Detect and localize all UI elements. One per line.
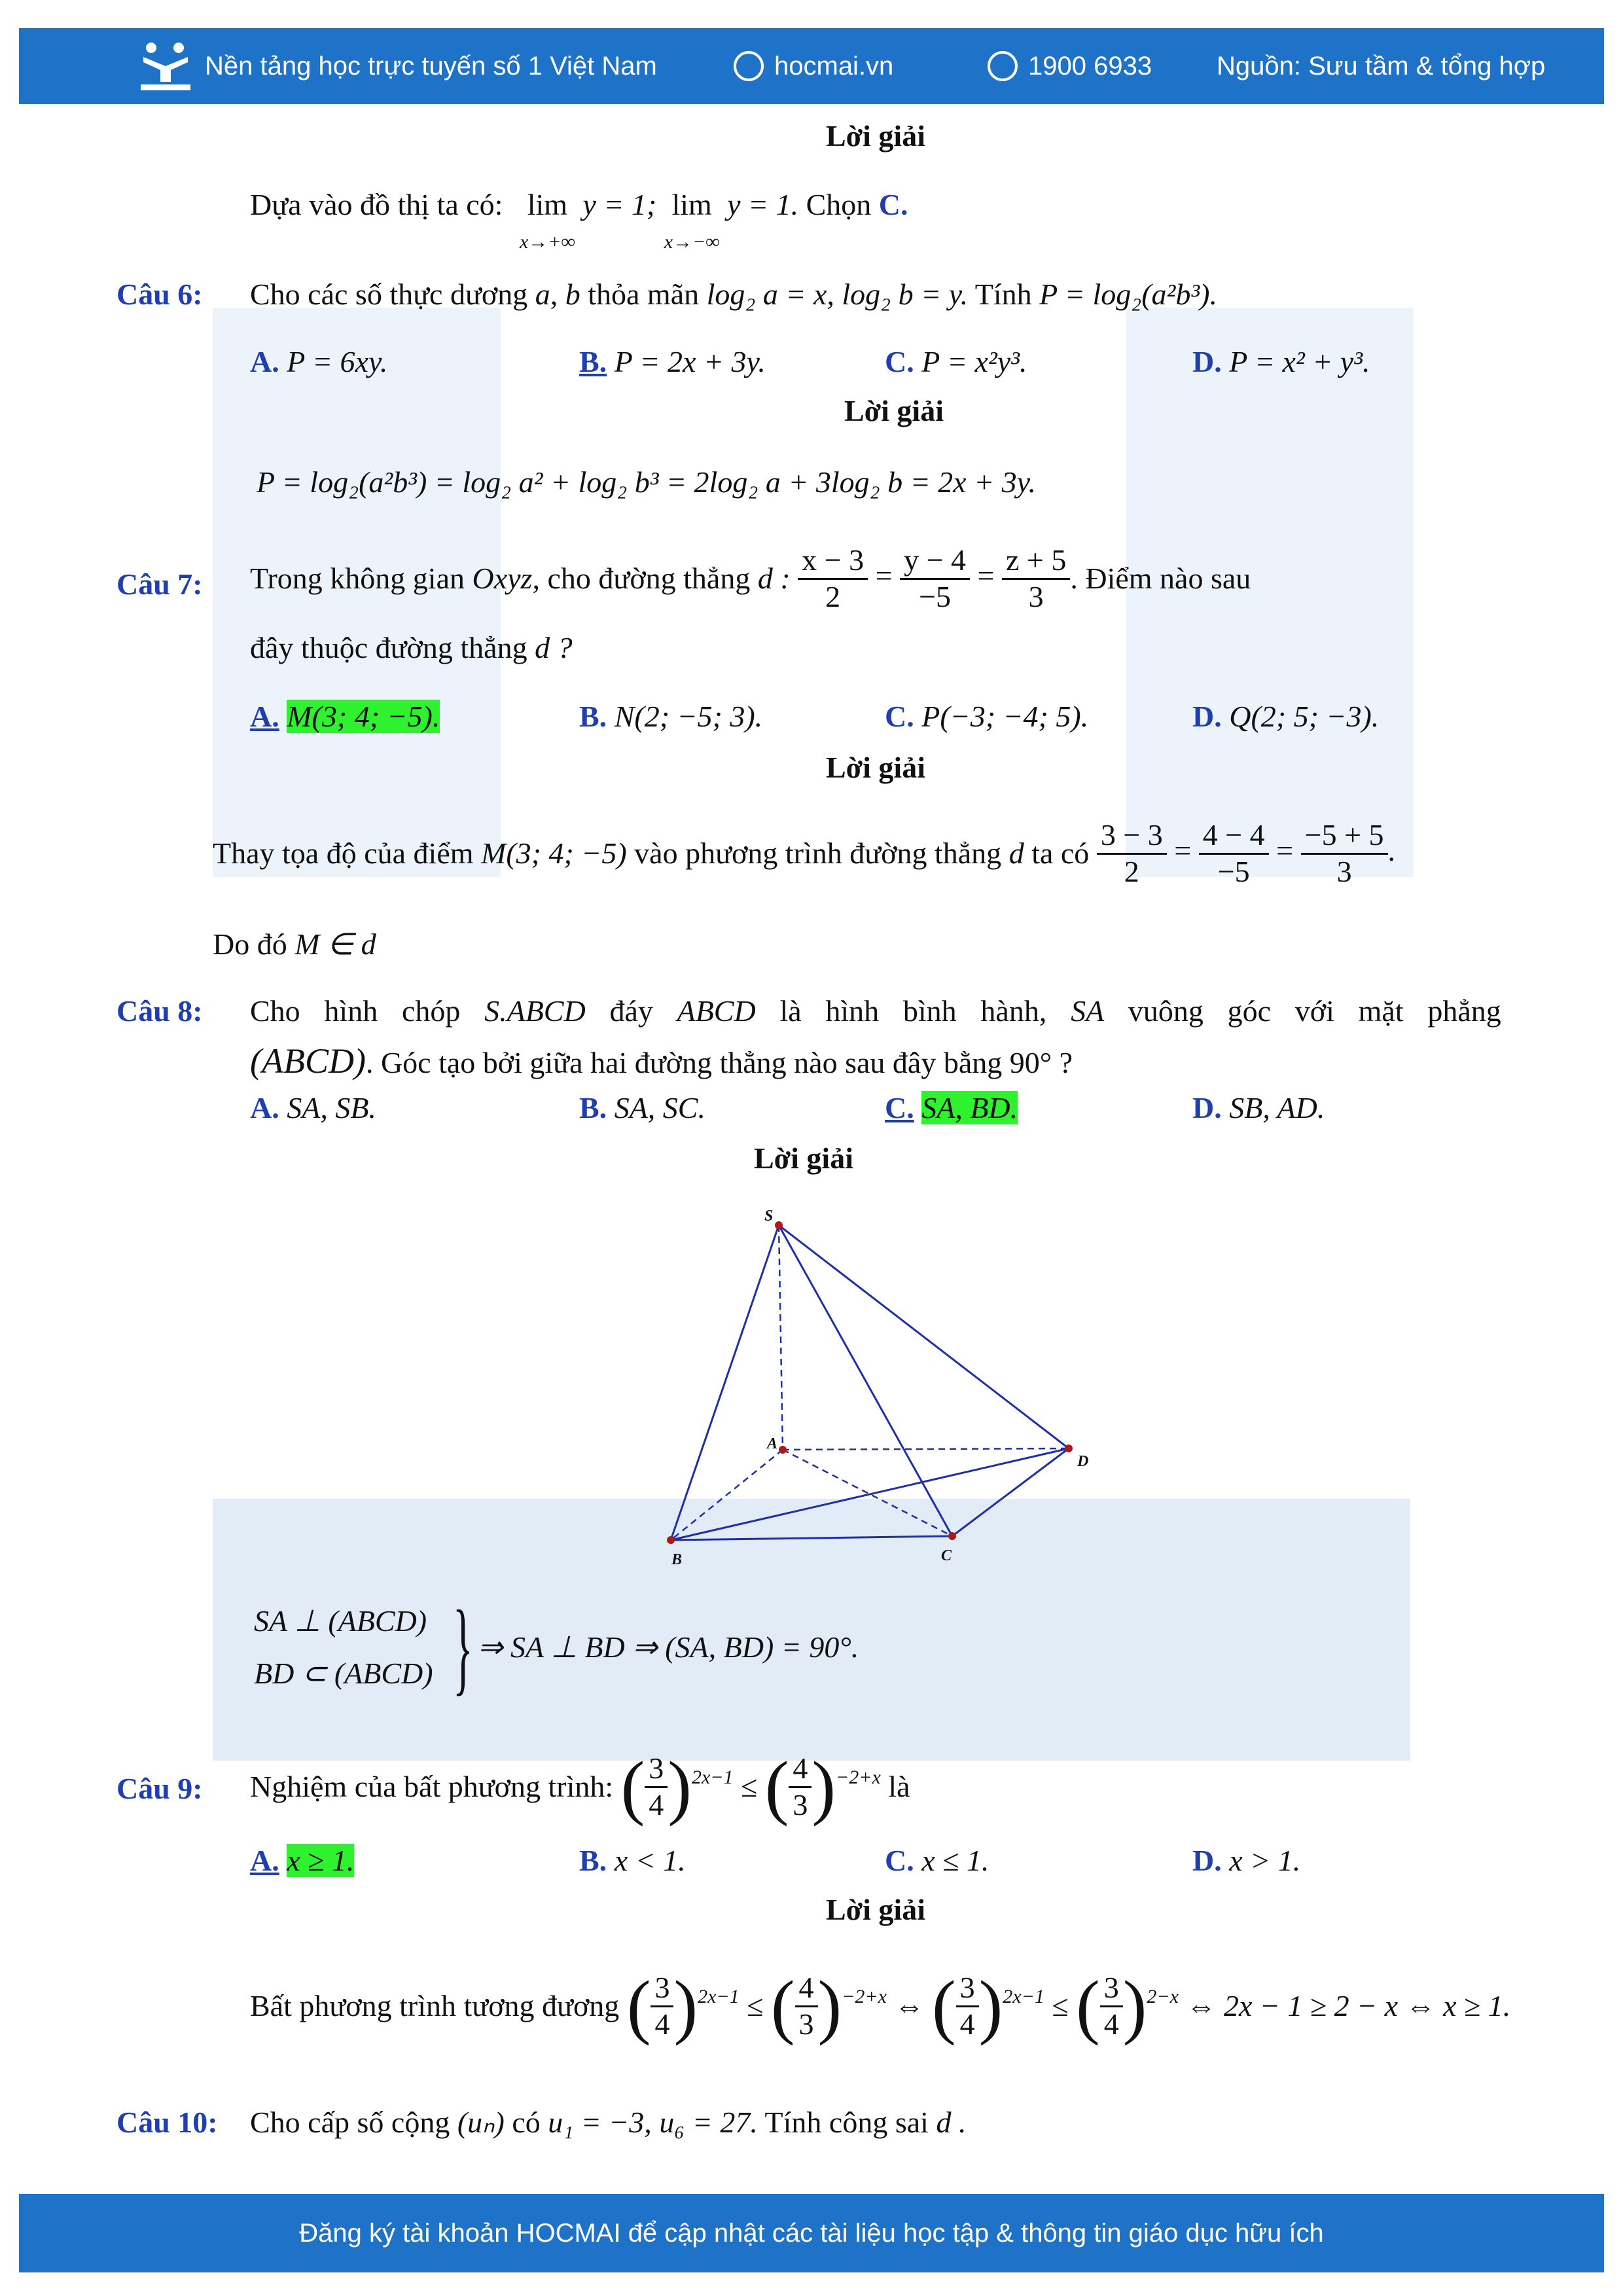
question-9-label: Câu 9:: [116, 1772, 203, 1805]
brace: }: [453, 1588, 473, 1705]
q8-stem-word: Cho: [250, 994, 300, 1028]
q8-option-d[interactable]: D. SB, AD.: [1192, 1091, 1325, 1124]
edge-sd: [779, 1225, 1069, 1448]
q8-stem-word: S.ABCD: [484, 994, 586, 1028]
header-website[interactable]: hocmai.vn: [734, 28, 893, 104]
phone-icon: [988, 51, 1018, 81]
question-7-label: Câu 7:: [116, 567, 203, 601]
q8-stem-word: bình: [902, 994, 957, 1028]
footer-text: Đăng ký tài khoản HOCMAI để cập nhật các tài liệu học tập & thông tin giáo dục hữu ích: [299, 2218, 1324, 2248]
solution-heading-q5: Lời giải: [826, 119, 925, 152]
solution-heading-q8: Lời giải: [754, 1141, 853, 1175]
question-8-label: Câu 8:: [116, 994, 203, 1028]
q8-stem-word: ABCD: [677, 994, 756, 1028]
q9-solution: Bất phương trình tương đương ( $\frac{3}{4}$ )$^{2x-1}$ ≤ ( $\frac{4}{3}$ )$^{-2+x}$ ⇔ ( $\frac{3}{4}$ )$^{2x-1}$ ≤ ( $\frac{3}{4}$ )$^{2-x}$ ⇔ 2x − 1 ≥ 2 − x ⇔ x ≥ 1.: [250, 1966, 1511, 2046]
point-b: [667, 1536, 675, 1544]
q7-solution: Thay tọa độ của điểm M(3; 4; −5) vào phương trình đường thẳng d ta có $\frac{3 - 3}{2}$ = $\frac{4 - 4}{-5}$ = $\frac{-5 + 5}{3}$ .: [213, 818, 1396, 888]
q6-option-a[interactable]: A. P = 6xy.: [250, 345, 388, 378]
q8-stem-word: là: [779, 994, 802, 1028]
q8-stem-word: hình: [324, 994, 378, 1028]
q8-option-b[interactable]: B. SA, SC.: [579, 1091, 705, 1124]
q9-option-c[interactable]: C. x ≤ 1.: [885, 1844, 990, 1877]
q7-option-b[interactable]: B. N(2; −5; 3).: [579, 700, 763, 733]
q8-stem-word: đáy: [609, 994, 653, 1028]
point-a: [779, 1446, 787, 1454]
label-a: A: [767, 1435, 778, 1452]
q5-solution: Dựa vào đồ thị ta có: lim x→+∞ y = 1; lim x→−∞ y = 1. Chọn C.: [250, 188, 908, 253]
solution-heading-q6: Lời giải: [844, 394, 944, 427]
footer-bar[interactable]: [19, 2194, 1604, 2272]
q9-option-b[interactable]: B. x < 1.: [579, 1844, 686, 1877]
point-d: [1065, 1444, 1073, 1452]
q9-option-a[interactable]: A. x ≥ 1.: [250, 1844, 355, 1877]
q8-stem-word: vuông: [1128, 994, 1204, 1028]
q8-stem-word: góc: [1227, 994, 1272, 1028]
q7-option-a[interactable]: A. M(3; 4; −5).: [250, 700, 440, 733]
solution-heading-q7: Lời giải: [826, 751, 925, 784]
q6-option-d[interactable]: D. P = x² + y³.: [1192, 345, 1370, 378]
q8-system-line1: SA ⊥ (ABCD): [254, 1604, 427, 1638]
point-s: [775, 1221, 783, 1229]
q8-stem-word: hành,: [980, 994, 1047, 1028]
label-d: D: [1077, 1453, 1089, 1470]
q8-stem-word: hình: [825, 994, 880, 1028]
q7-option-c[interactable]: C. P(−3; −4; 5).: [885, 700, 1089, 733]
q7-option-d[interactable]: D. Q(2; 5; −3).: [1192, 700, 1380, 733]
q6-option-b[interactable]: B. P = 2x + 3y.: [579, 345, 766, 378]
q8-stem-word: phẳng: [1427, 994, 1501, 1028]
label-b: B: [671, 1551, 683, 1568]
hocmai-logo-icon: [138, 40, 193, 92]
q6-solution: P = log₂(a²b³) = log₂ a² + log₂ b³ = 2log₂ a + 3log₂ b = 2x + 3y.: [257, 465, 1037, 499]
pyramid-diagram: [641, 1198, 1099, 1577]
q8-stem-word: SA: [1071, 994, 1105, 1028]
solution-heading-q9: Lời giải: [826, 1893, 925, 1926]
q9-option-d[interactable]: D. x > 1.: [1192, 1844, 1301, 1877]
q8-stem-word: chóp: [401, 994, 461, 1028]
label-c: C: [941, 1547, 952, 1564]
label-s: S: [764, 1208, 774, 1225]
question-10-stem: Cho cấp số cộng (uₙ) có u₁ = −3, u₆ = 27. Tính công sai d .: [250, 2106, 967, 2139]
point-c: [948, 1532, 956, 1540]
logo[interactable]: [138, 28, 657, 104]
question-6-label: Câu 6:: [116, 278, 203, 311]
q8-stem-word: mặt: [1358, 994, 1404, 1028]
question-6-stem: Cho các số thực dương a, b thỏa mãn log₂ a = x, log₂ b = y. Tính P = log₂(a²b³).: [250, 278, 1217, 311]
header-source: Nguồn: Sưu tầm & tổng hợp: [1217, 51, 1546, 81]
edge-sb: [671, 1225, 779, 1540]
header-phone[interactable]: 1900 6933: [988, 28, 1152, 104]
diagonal-ac: [783, 1450, 952, 1536]
q6-option-c[interactable]: C. P = x²y³.: [885, 345, 1027, 378]
question-10-label: Câu 10:: [116, 2106, 218, 2139]
q8-stem-word: với: [1294, 994, 1334, 1028]
question-8-stem: [250, 995, 1501, 1028]
question-7-stem: Trong không gian Oxyz, cho đường thẳng d : $\frac{x - 3}{2}$ = $\frac{y - 4}{-5}$ = $\frac{z + 5}{3}$ . Điểm nào sau: [250, 543, 1251, 613]
globe-icon: [734, 51, 764, 81]
q8-system-line2: BD ⊂ (ABCD): [254, 1657, 433, 1690]
q8-conclusion: ⇒ SA ⊥ BD ⇒ (SA, BD) = 90°.: [478, 1630, 859, 1664]
question-8-stem-2: (ABCD). Góc tạo bởi giữa hai đường thẳng nào sau đây bằng 90° ?: [250, 1041, 1073, 1081]
header-tagline: Nền tảng học trực tuyến số 1 Việt Nam: [205, 51, 657, 81]
edge-ad: [783, 1448, 1069, 1450]
question-7-stem-2: đây thuộc đường thẳng d ?: [250, 631, 573, 664]
q8-option-c[interactable]: C. SA, BD.: [885, 1091, 1018, 1124]
edge-sc: [779, 1225, 952, 1536]
edge-bc: [671, 1536, 952, 1540]
q8-option-a[interactable]: A. SA, SB.: [250, 1091, 376, 1124]
edge-sa: [779, 1225, 783, 1450]
q7-solution-2: Do đó M ∈ d: [213, 927, 376, 961]
question-9-stem: Nghiệm của bất phương trình: ( $\frac{3}{4}$ )$^{2x-1}$ ≤ ( $\frac{4}{3}$ )$^{-2+x}$ là: [250, 1747, 910, 1827]
header-bar: [19, 28, 1604, 104]
